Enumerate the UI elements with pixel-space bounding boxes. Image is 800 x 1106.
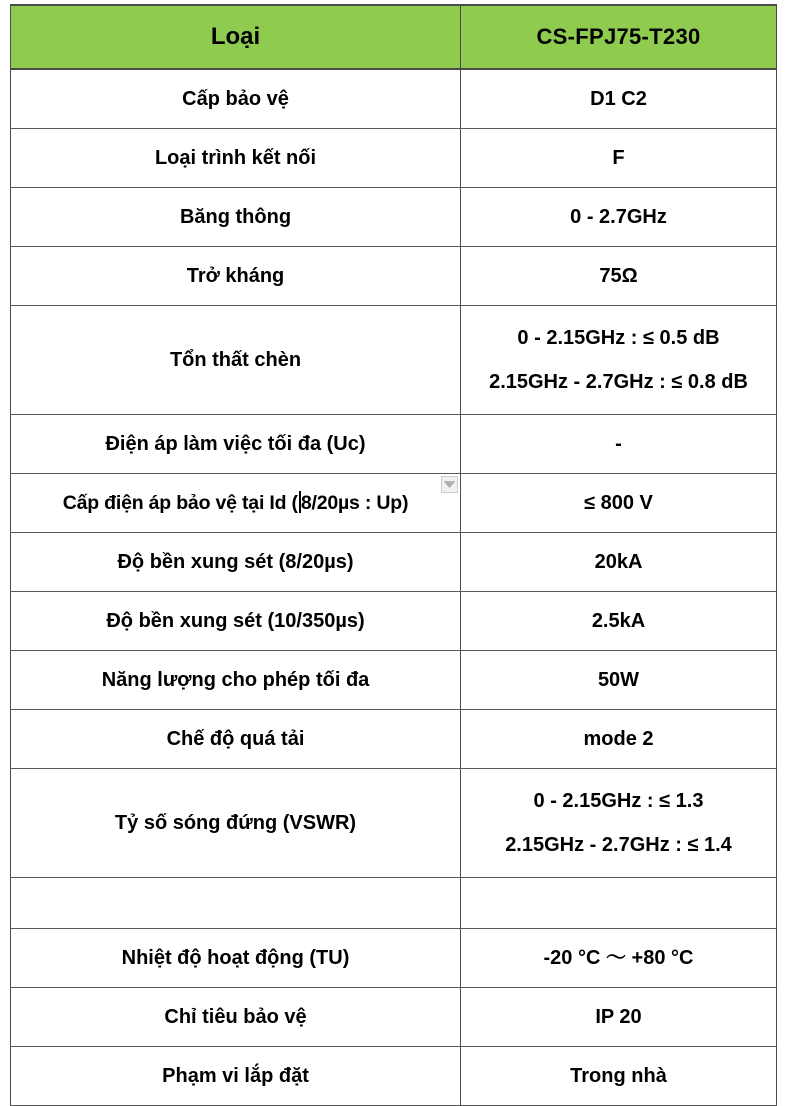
row-label-max-power: Năng lượng cho phép tối đa — [11, 651, 461, 710]
table-row — [11, 710, 777, 769]
table-body — [11, 69, 777, 1106]
chevron-down-icon[interactable] — [441, 476, 458, 493]
table-row — [11, 1047, 777, 1106]
section-divider — [11, 878, 777, 929]
table-row — [11, 306, 777, 415]
table-row — [11, 129, 777, 188]
row-label-bandwidth: Băng thông — [11, 188, 461, 247]
row-label-surge-10-350: Độ bền xung sét (10/350µs) — [11, 592, 461, 651]
row-value-insertion-loss — [461, 306, 777, 415]
table-row — [11, 247, 777, 306]
row-value-surge-8-20: 20kA — [461, 533, 777, 592]
row-label-vswr: Tỷ số sóng đứng (VSWR) — [11, 769, 461, 878]
row-value-installation-scope: Trong nhà — [461, 1047, 777, 1106]
table-row — [11, 769, 777, 878]
row-label-surge-8-20: Độ bền xung sét (8/20µs) — [11, 533, 461, 592]
row-label-protection-class: Cấp bảo vệ — [11, 69, 461, 129]
row-label-ingress-protection: Chỉ tiêu bảo vệ — [11, 988, 461, 1047]
row-value-vswr — [461, 769, 777, 878]
table-row — [11, 188, 777, 247]
row-value-operating-temperature: -20 °C ～ +80 °C — [461, 929, 777, 988]
row-value-impedance: 75Ω — [461, 247, 777, 306]
row-label-connector-type: Loại trình kết nối — [11, 129, 461, 188]
vswr-line-2: 2.15GHz - 2.7GHz : ≤ 1.4 — [505, 833, 732, 856]
specifications-table — [10, 4, 777, 1106]
row-value-surge-10-350: 2.5kA — [461, 592, 777, 651]
vswr-line-1: 0 - 2.15GHz : ≤ 1.3 — [533, 789, 704, 812]
table-row — [11, 69, 777, 129]
row-label-max-operating-voltage: Điện áp làm việc tối đa (Uc) — [11, 415, 461, 474]
row-label-insertion-loss: Tổn thất chèn — [11, 306, 461, 415]
row-value-protection-class: D1 C2 — [461, 69, 777, 129]
protection-voltage-label-suffix: 8/20µs : Up) — [300, 491, 409, 514]
insertion-loss-line-1: 0 - 2.15GHz : ≤ 0.5 dB — [517, 326, 720, 349]
row-value-max-power: 50W — [461, 651, 777, 710]
row-label-installation-scope: Phạm vi lắp đặt — [11, 1047, 461, 1106]
row-label-operating-temperature: Nhiệt độ hoạt động (TU) — [11, 929, 461, 988]
section-divider-left — [11, 878, 461, 929]
section-divider-right — [461, 878, 777, 929]
row-value-ingress-protection: IP 20 — [461, 988, 777, 1047]
table-row — [11, 651, 777, 710]
column-header-model: CS-FPJ75-T230 — [461, 5, 777, 69]
table-row — [11, 474, 777, 533]
row-value-max-operating-voltage: - — [461, 415, 777, 474]
row-label-protection-voltage-level — [11, 474, 461, 533]
row-label-impedance: Trở kháng — [11, 247, 461, 306]
table-row — [11, 988, 777, 1047]
table-row — [11, 929, 777, 988]
table-row — [11, 415, 777, 474]
table-row — [11, 533, 777, 592]
row-value-bandwidth: 0 - 2.7GHz — [461, 188, 777, 247]
row-value-protection-voltage-level: ≤ 800 V — [461, 474, 777, 533]
insertion-loss-line-2: 2.15GHz - 2.7GHz : ≤ 0.8 dB — [489, 370, 748, 393]
row-value-overload-mode: mode 2 — [461, 710, 777, 769]
table-header-row — [11, 5, 777, 69]
table-header — [11, 5, 777, 69]
row-value-connector-type: F — [461, 129, 777, 188]
row-label-overload-mode: Chế độ quá tải — [11, 710, 461, 769]
protection-voltage-label-prefix: Cấp điện áp bảo vệ tại Id ( — [62, 491, 298, 514]
column-header-type: Loại — [11, 5, 461, 69]
table-row — [11, 592, 777, 651]
